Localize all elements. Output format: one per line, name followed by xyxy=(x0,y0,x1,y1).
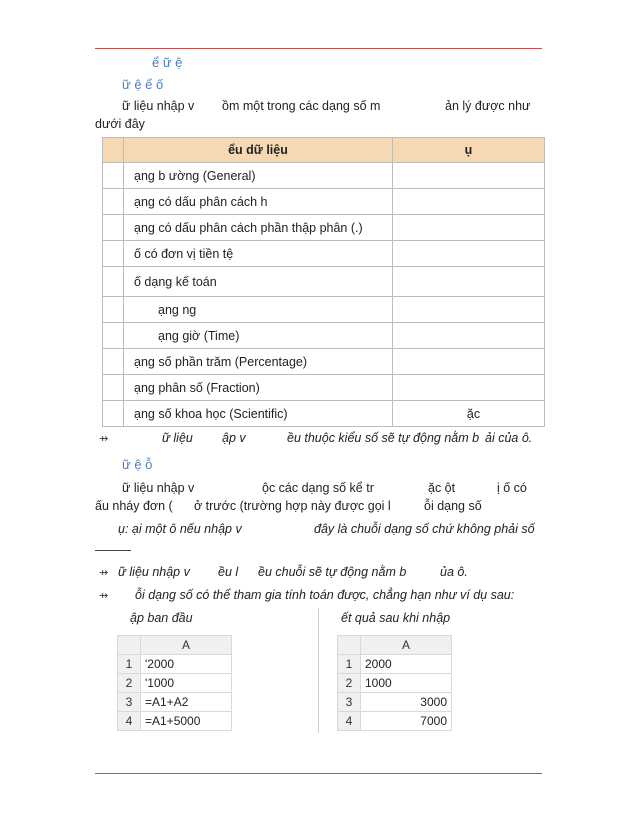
note1-a: ữ liệu xyxy=(162,431,193,445)
note2-bullet-icon: ⇸ xyxy=(99,567,109,579)
page-heading: ể ữ ệ xyxy=(152,55,183,70)
sheet-cell[interactable]: 1000 xyxy=(361,674,452,693)
note2-a: ữ liệu nhập v xyxy=(118,565,190,579)
sheet-right-header xyxy=(338,636,452,655)
table-cell-example xyxy=(393,267,545,297)
table-cell-type: ạng có dấu phân cách h xyxy=(124,189,393,215)
sheet-cell[interactable]: 2000 xyxy=(361,655,452,674)
row-number[interactable]: 2 xyxy=(338,674,361,693)
row-number[interactable]: 4 xyxy=(338,712,361,731)
row-number[interactable]: 3 xyxy=(118,693,141,712)
para2-2b: ở trước (trường hợp này được gọi l xyxy=(194,499,391,513)
table-header-example: ụ xyxy=(393,138,545,163)
data-type-table xyxy=(102,137,545,427)
table-cell-type: ạng phân số (Fraction) xyxy=(124,375,393,401)
caption-right: ết quả sau khi nhập xyxy=(341,611,451,625)
note1-b: ập v xyxy=(222,431,246,445)
table-cell-example xyxy=(393,241,545,267)
table-row-blank xyxy=(103,349,124,375)
table-row-blank xyxy=(103,323,124,349)
note2-b: ều l xyxy=(218,565,239,579)
para2-1c: ặc ột xyxy=(428,481,456,495)
table-header-blank xyxy=(103,138,124,163)
intro-text-3: ản lý được như xyxy=(445,99,531,113)
table-cell-example xyxy=(393,163,545,189)
sheet-row xyxy=(338,674,452,693)
row-number[interactable]: 4 xyxy=(118,712,141,731)
table-row-blank xyxy=(103,163,124,189)
sheet-row xyxy=(338,655,452,674)
table-row xyxy=(103,375,545,401)
note1-c: ều thuộc kiểu số sẽ tự động nằm b xyxy=(287,431,480,445)
intro-text-4: dưới đây xyxy=(95,117,145,131)
table-cell-example xyxy=(393,189,545,215)
table-row-blank xyxy=(103,267,124,297)
example-a: ụ: ại một ô nếu nhập v xyxy=(118,522,242,536)
intro-text-1: ữ liệu nhập v xyxy=(122,99,195,113)
corner-cell xyxy=(118,636,141,655)
table-cell-example xyxy=(393,297,545,323)
table-row-blank xyxy=(103,241,124,267)
intro-text-2: ồm một trong các dạng số m xyxy=(222,99,381,113)
table-cell-example xyxy=(393,349,545,375)
sheet-cell[interactable]: 7000 xyxy=(361,712,452,731)
table-header-type: ểu dữ liệu xyxy=(124,138,393,163)
table-row-blank xyxy=(103,189,124,215)
table-row xyxy=(103,323,545,349)
sheet-cell[interactable]: '2000 xyxy=(141,655,232,674)
table-row xyxy=(103,163,545,189)
column-divider xyxy=(318,608,319,733)
table-row xyxy=(103,241,545,267)
note3: ỗi dạng số có thể tham gia tính toán được, chẳng hạn như ví dụ sau: xyxy=(135,588,515,602)
table-row xyxy=(103,267,545,297)
table-row-blank xyxy=(103,297,124,323)
para2-1d: ị ố có xyxy=(497,481,527,495)
table-cell-type: ạng b ường (General) xyxy=(124,163,393,189)
para2-2c: ỗi dạng số xyxy=(424,499,482,513)
table-row xyxy=(103,297,545,323)
table-row xyxy=(103,215,545,241)
section2-title: ữ ệ ỗ xyxy=(122,457,153,472)
table-row xyxy=(103,349,545,375)
bottom-rule xyxy=(95,773,542,774)
caption-left: ập ban đầu xyxy=(130,611,193,625)
para2-2a: ấu nháy đơn ( xyxy=(95,499,173,513)
row-number[interactable]: 3 xyxy=(338,693,361,712)
note2-c: ều chuỗi sẽ tự động nằm b xyxy=(258,565,407,579)
example-b: đây là chuỗi dạng số chứ không phải số xyxy=(314,522,535,536)
table-cell-type: ố dạng kế toán xyxy=(124,267,393,297)
sheet-left xyxy=(117,635,232,731)
sheet-cell[interactable]: =A1+5000 xyxy=(141,712,232,731)
table-row-blank xyxy=(103,401,124,427)
sheet-row xyxy=(118,674,232,693)
underline-mark xyxy=(95,550,131,551)
corner-cell xyxy=(338,636,361,655)
note1-d: ải của ô. xyxy=(485,431,533,445)
table-row-blank xyxy=(103,375,124,401)
sheet-cell[interactable]: 3000 xyxy=(361,693,452,712)
table-row xyxy=(103,189,545,215)
column-header[interactable]: A xyxy=(361,636,452,655)
row-number[interactable]: 1 xyxy=(118,655,141,674)
table-cell-type: ạng ng xyxy=(124,297,393,323)
row-number[interactable]: 1 xyxy=(338,655,361,674)
note-bullet-icon: ⇸ xyxy=(99,433,109,445)
table-cell-example xyxy=(393,323,545,349)
para2-1a: ữ liệu nhập v xyxy=(122,481,195,495)
table-cell-type: ố có đơn vị tiền tệ xyxy=(124,241,393,267)
table-cell-example: ặc xyxy=(393,401,545,427)
sheet-row xyxy=(338,712,452,731)
para2-1b: ộc các dạng số kể tr xyxy=(262,481,374,495)
table-cell-type: ạng có dấu phân cách phần thập phân (.) xyxy=(124,215,393,241)
table-header-row xyxy=(103,138,545,163)
sheet-row xyxy=(338,693,452,712)
column-header[interactable]: A xyxy=(141,636,232,655)
note2-d: ủa ô. xyxy=(440,565,468,579)
sheet-left-header xyxy=(118,636,232,655)
table-row-blank xyxy=(103,215,124,241)
note3-bullet-icon: ⇸ xyxy=(99,590,109,602)
sheet-cell[interactable]: '1000 xyxy=(141,674,232,693)
sheet-row xyxy=(118,655,232,674)
table-cell-type: ạng giờ (Time) xyxy=(124,323,393,349)
sheet-row xyxy=(118,712,232,731)
table-cell-type: ạng số khoa học (Scientific) xyxy=(124,401,393,427)
sheet-right xyxy=(337,635,452,731)
table-row xyxy=(103,401,545,427)
top-rule xyxy=(95,48,542,49)
section-title: ữ ệ ể ố xyxy=(122,77,164,92)
table-cell-example xyxy=(393,215,545,241)
sheet-row xyxy=(118,693,232,712)
table-cell-example xyxy=(393,375,545,401)
sheet-cell[interactable]: =A1+A2 xyxy=(141,693,232,712)
table-cell-type: ạng số phần trăm (Percentage) xyxy=(124,349,393,375)
row-number[interactable]: 2 xyxy=(118,674,141,693)
